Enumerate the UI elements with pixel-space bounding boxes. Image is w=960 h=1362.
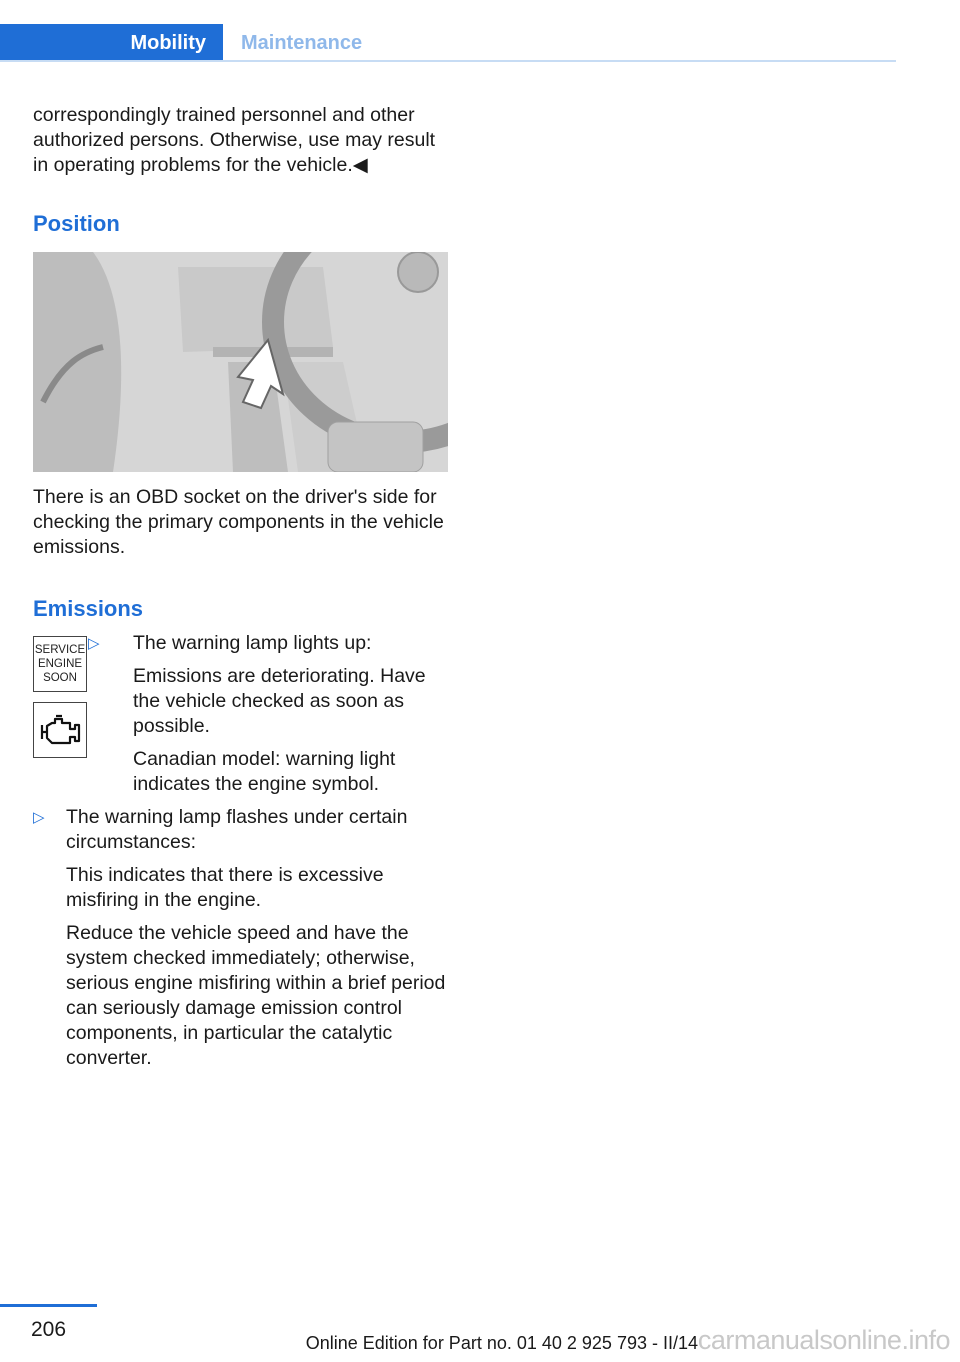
position-heading: Position	[33, 211, 120, 236]
obd-socket-location-photo-icon	[33, 252, 448, 472]
item1-title: The warning lamp lights up:	[133, 632, 372, 654]
tab-mobility[interactable]: Mobility	[0, 24, 223, 62]
content-column	[33, 103, 453, 1069]
item2-para2: Reduce the vehicle speed and have the system checked immediately; otherwise, serious engine misfiring within a brief period can seriously damage emission control components, in particular the catalytic converter.	[66, 922, 446, 1069]
service-engine-soon-label: SERVICE ENGINE SOON	[34, 644, 86, 684]
tab-maintenance[interactable]: Maintenance	[241, 31, 363, 54]
watermark: carmanualsonline.info	[697, 1325, 950, 1355]
obd-socket-photo	[33, 252, 448, 472]
item2-title: The warning lamp flashes under certain circumstances:	[66, 806, 408, 853]
page-number: 206	[30, 1318, 67, 1341]
obd-paragraph: There is an OBD socket on the driver's side for checking the primary components in the vehicle emissions.	[33, 486, 444, 558]
page-header	[0, 24, 896, 62]
edition-text: Online Edition for Part no. 01 40 2 925 793 - II/14	[305, 1333, 698, 1353]
emissions-list	[33, 631, 453, 1079]
bullet-triangle-icon: ▷	[33, 809, 45, 826]
item2-para1: This indicates that there is excessive misfiring in the engine.	[66, 864, 384, 911]
header-rule	[0, 60, 896, 62]
footer-rule	[0, 1304, 97, 1307]
intro-paragraph: correspondingly trained personnel and other authorized persons. Otherwise, use may result in operating problems for the vehicle.◀	[33, 104, 436, 176]
item1-para2: Canadian model: warning light indicates the engine symbol.	[133, 748, 396, 795]
item1-para1: Emissions are deteriorating. Have the vehicle checked as soon as possible.	[133, 665, 426, 737]
bullet-triangle-icon: ▷	[88, 635, 100, 652]
list-item	[33, 631, 453, 797]
list-item	[33, 805, 453, 1071]
emissions-heading: Emissions	[33, 596, 144, 621]
